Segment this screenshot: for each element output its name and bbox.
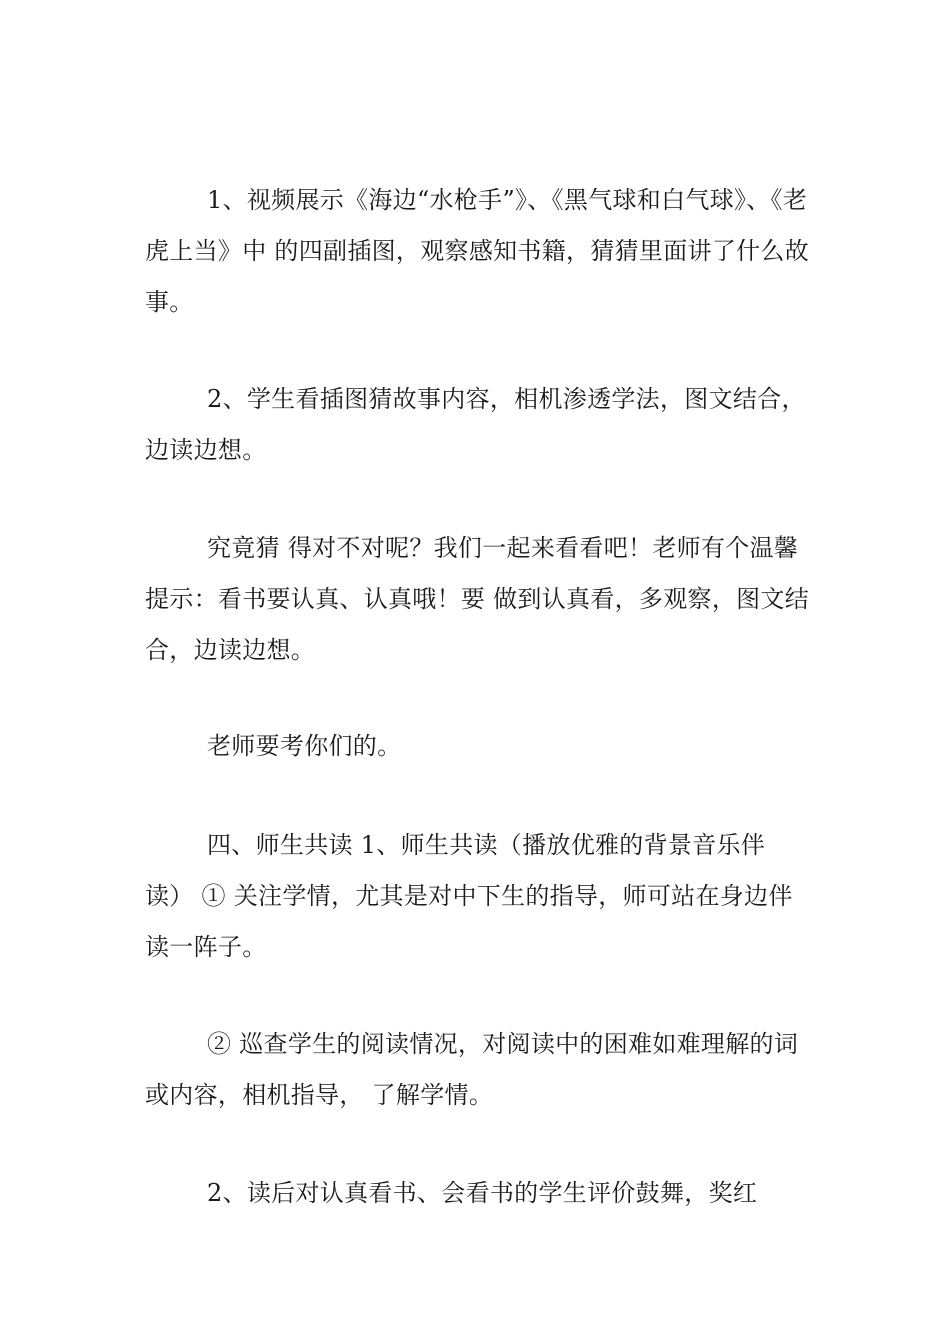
paragraph-inspect-reading: ② 巡查学生的阅读情况，对阅读中的困难如难理解的词或内容，相机指导， 了解学情。	[145, 1030, 799, 1109]
paragraph-teacher-test: 老师要考你们的。	[207, 732, 402, 760]
paragraph-video-display: 1、视频展示《海边“水枪手”》、《黑气球和白气球》、《老虎上当》中 的四副插图，观察感知书籍，猜猜里面讲了什么故事。	[145, 186, 810, 316]
paragraph-guess-story: 2、学生看插图猜故事内容，相机渗透学法，图文结合，边读边想。	[145, 385, 806, 464]
paragraph-shared-reading: 四、师生共读 1、师生共读（播放优雅的背景音乐伴读） ① 关注学情，尤其是对中下生的指导，师可站在身边伴读一阵子。	[145, 831, 793, 961]
paragraph-after-reading-evaluation: 2、读后对认真看书、会看书的学生评价鼓舞，奖红	[207, 1179, 758, 1207]
paragraph-reading-tips: 究竟猜 得对不对呢？我们一起来看看吧！老师有个温馨提示：看书要认真、认真哦！要 做到认真看，多观察，图文结合，边读边想。	[145, 534, 810, 664]
